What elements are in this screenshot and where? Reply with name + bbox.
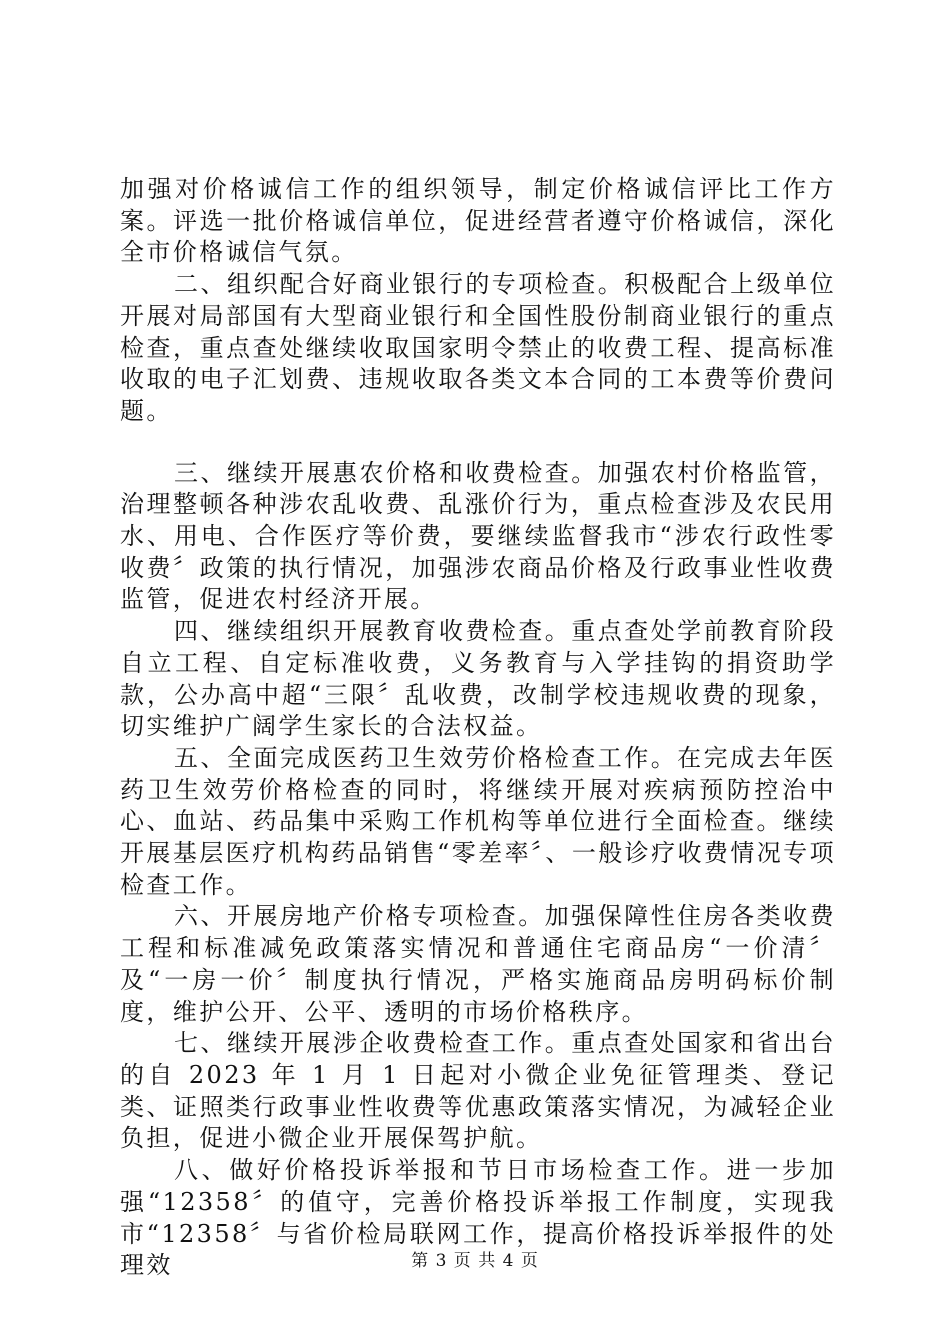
paragraph-section-7: 七、继续开展涉企收费检查工作。重点查处国家和省出台的自 2023 年 1 月 1 日起对小微企业免征管理类、登记类、证照类行政事业性收费等优惠政策落实情况，为减轻企业负担，促进小微企业开展保驾护航。 [120, 1029, 836, 1153]
document-body [120, 174, 836, 1282]
paragraph-section-8: 八、做好价格投诉举报和节日市场检查工作。进一步加强“12358〞的值守，完善价格投诉举报工作制度，实现我市“12358〞与省价检局联网工作，提高价格投诉举报件的处理效 [120, 1156, 836, 1280]
paragraph-continuation: 加强对价格诚信工作的组织领导，制定价格诚信评比工作方案。评选一批价格诚信单位，促进经营者遵守价格诚信，深化全市价格诚信气氛。 [120, 175, 836, 267]
paragraph-section-4: 四、继续组织开展教育收费检查。重点查处学前教育阶段自立工程、自定标准收费，义务教育与入学挂钩的捐资助学款，公办高中超“三限〞乱收费，改制学校违规收费的现象，切实维护广阔学生家长的合法权益。 [120, 617, 836, 741]
paragraph-section-2: 二、组织配合好商业银行的专项检查。积极配合上级单位开展对局部国有大型商业银行和全国性股份制商业银行的重点检查，重点查处继续收取国家明令禁止的收费工程、提高标准收取的电子汇划费、违规收取各类文本合同的工本费等价费问题。 [120, 270, 836, 425]
paragraph-section-3: 三、继续开展惠农价格和收费检查。加强农村价格监管，治理整顿各种涉农乱收费、乱涨价行为，重点检查涉及农民用水、用电、合作医疗等价费，要继续监督我市“涉农行政性零收费〞政策的执行情况，加强涉农商品价格及行政事业性收费监管，促进农村经济开展。 [120, 458, 836, 614]
paragraph-section-6: 六、开展房地产价格专项检查。加强保障性住房各类收费工程和标准减免政策落实情况和普通住宅商品房“一价清〞及“一房一价〞制度执行情况，严格实施商品房明码标价制度，维护公开、公平、透明的市场价格秩序。 [120, 902, 836, 1026]
paragraph-section-5: 五、全面完成医药卫生效劳价格检查工作。在完成去年医药卫生效劳价格检查的同时，将继续开展对疾病预防控治中心、血站、药品集中采购工作机构等单位进行全面检查。继续开展基层医疗机构药品销售“零差率〞、一般诊疗收费情况专项检查工作。 [120, 743, 836, 899]
page-number-footer: 第 3 页 共 4 页 [411, 1251, 539, 1271]
